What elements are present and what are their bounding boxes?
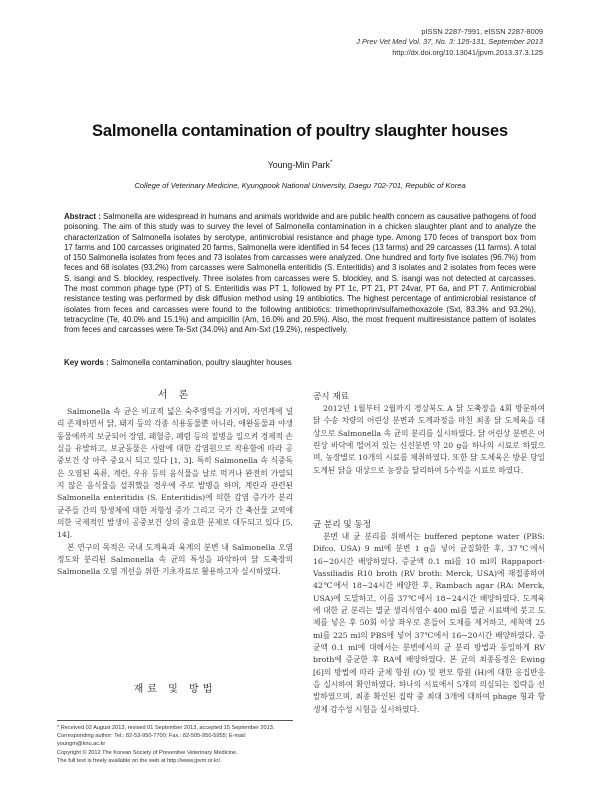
keywords-label: Key words : xyxy=(64,358,109,367)
isolation-body xyxy=(313,531,545,716)
issn-line: pISSN 2287-7991, eISSN 2287-8009 xyxy=(421,27,543,36)
intro-body xyxy=(57,406,293,579)
footnote-copyright: Copyright © 2012 The Korean Society of Preventive Veterinary Medicine. xyxy=(57,749,238,756)
keywords-text: Salmonella contamination, poultry slaughter houses xyxy=(110,358,292,367)
author-name: Young-Min Park xyxy=(267,160,330,170)
intro-paragraph-2: 본 연구의 목적은 국내 도계육과 육계의 분변 내 Salmonella 오염 정도와 분리된 Salmonella 속 균의 특성을 파악하여 닭 도축장의 Salmonella 오염 개선을 위한 기초자료로 활용하고자 실시하였다. xyxy=(57,542,293,577)
abstract xyxy=(64,212,536,336)
footnote-fulltext: The full text is freely available on the web at http://www.jpvm.or.kr/. xyxy=(57,757,222,764)
footnotes xyxy=(57,724,293,765)
abstract-text: Salmonella are widespread in humans and animals worldwide and are public health concern as causative pathogens of food poisoning. The aim of this study was to survey the level of Salmonella contamination in a chicken slaughter plant and to analyze the characterization of Salmonella isolates by serotype, antimicrobial resistance and phage type. Among 170 feces of transport box from 17 farms and 100 carcasses originated 20 farms, Salmonella were identified in 54 feces (13 farms) and 29 carcasses (11 farms). A total of 150 Salmonella isolates from feces and 73 isolates from carcasses were analyzed. One hundred and forty five isolates (96.7%) from feces and 68 isolates (93.2%) from carcasses were Salmonella enteritidis (S. Enteritidis) and 3 isolates and 2 isolates from feces were S. isangi and S. blockley, respectively. Three isolates from carcasses were S. blockley, and S. isangi was not detected at carcasses. The most common phage type (PT) of S. Enteritidis was PT 1, followed by PT 1c, PT 21, PT 24var, PT 6a, and PT 7. Antimicrobial resistance testing was performed by disk diffusion method using 19 antibiotics. The highest percentage of antimicrobial resistance of isolates from feces and carcasses were found to the following antibiotics: trimethoprim/sulfamethoxazole (Sxt, 83.3% and 93.2%), tetracycline (Te, 40.0% and 15.1%) and ampicillin (Am, 16.0% and 20.5%). Also, the most frequent multiresistance pattern of isolates from feces and carcasses were Te-Sxt (34.0%) and Am-Sxt (19.2%), respectively. xyxy=(64,212,536,335)
isolation-subheading: 균 분리 및 동정 xyxy=(313,520,372,530)
methods-heading: 재료 및 방법 xyxy=(133,684,217,695)
author-line xyxy=(0,160,600,170)
isolation-paragraph: 분변 내 균 분리를 위해서는 buffered peptone water (PBS: Difco, USA) 9 ml에 분변 1 g을 넣어 균질화한 후, 37℃에서 16~20시간 배양하였다. 증균액 0.1 ml를 10 ml의 Rappaport-Vassiliadis R10 broth (RV broth: Merck, USA)에 재접종하여 42℃에서 18~24시간 배양한 후, Rambach agar (RA: Merck, USA)에 도말하고, 이를 37℃에서 18~24시간 배양하였다. 도계육에 대한 균 분리는 멸균 생리식염수 400 ml를 멸균 시료백에 붓고 도체를 넣은 후 50회 이상 좌우로 흔들어 도체를 제거하고, 세척액 25 ml를 225 ml의 PBS에 넣어 37℃에서 16~20시간 배양하였다. 증균액 0.1 ml에 대해서는 분변에서의 균 분리 방법과 동일하게 RV broth에 증균한 후 RA에 배양하였다. 본 균의 최종동정은 Ewing [6]의 방법에 따라 균체 항원 (O) 및 편모 항원 (H)에 대한 응집반응을 실시하여 확인하였다. 하나의 시료에서 5개의 의심되는 집락을 선발하였으며, 최종 확인된 집락 중 최대 3개에 대하여 phage 형과 항생제 감수성 시험을 실시하였다. xyxy=(313,532,545,714)
footnote-divider xyxy=(57,720,293,721)
doi-line: http://dx.doi.org/10.13041/jpvm.2013.37.3.125 xyxy=(392,47,543,57)
footnote-received: * Received 02 August 2013, revised 01 September 2013, accepted 15 September 2013. xyxy=(57,725,275,731)
materials-body xyxy=(313,403,545,477)
intro-paragraph-1: Salmonella 속 균은 비교적 넓은 숙주영역을 가지며, 자연계에 널리 존재하면서 닭, 돼지 등의 각종 식용동물뿐 아니라, 애완동물과 야생동물에까지 보균되어 장염, 패혈증, 폐렴 등의 질병을 일으켜 경제적 손실을 유발하고, 보균동물은 사람에 대한 감염원으로 작용함에 따라 공중보건 상 아주 중요시 되고 있다 [1, 3]. 특히 Salmonella 속 식중독은 오염된 육류, 계란, 우유 등의 음식물을 날로 먹거나 완전히 가열되지 않은 음식물을 섭취했을 경우에 주로 발병을 하며, 계란과 관련된 Salmonella enteritidis (S. Enteritidis)에 의한 감염 증가가 분리 균주들 간의 항생제에 대한 저항성 증가 그리고 국가 간 축산물 교역에 의한 국제적인 발생이 공중보건 상의 중요한 문제로 대두되고 있다 [5, 14]. xyxy=(57,407,293,540)
footnote-corresponding: Corresponding author: Tel.: 82-53-950-7700; Fax.: 82-505-950-5955; E-mail: youngm@knu.ac.kr xyxy=(57,733,247,748)
intro-heading: 서 론 xyxy=(157,390,193,401)
journal-header xyxy=(356,27,543,58)
corresponding-mark: * xyxy=(329,160,333,167)
abstract-label: Abstract : xyxy=(64,212,101,221)
keywords xyxy=(64,358,536,367)
materials-paragraph: 2012년 1월부터 2월까지 경상북도 A 닭 도축장을 4회 방문하여 닭 수송 차량의 어린상 분변과 도계과정을 마친 최종 닭 도체육을 대상으로 Salmonella 속 균의 분리를 실시하였다. 닭 어린상 분변은 어린상 바닥에 떨어져 있는 신선분변 약 20 g을 하나의 시료로 하였으며, 농장별로 10개의 시료를 채취하였다. 또한 닭 도체육은 방문 당일 도계된 닭을 대상으로 농장을 달리하여 5수씩을 시료로 하였다. xyxy=(313,404,545,475)
journal-citation: J Prev Vet Med Vol. 37, No. 3: 125-131, September 2013 xyxy=(356,37,543,47)
paper-title: Salmonella contamination of poultry slaughter houses xyxy=(92,122,508,140)
materials-subheading: 공시 재료 xyxy=(313,392,349,402)
affiliation: College of Veterinary Medicine, Kyungpook National University, Daegu 702-701, Republic of Korea xyxy=(134,181,466,190)
